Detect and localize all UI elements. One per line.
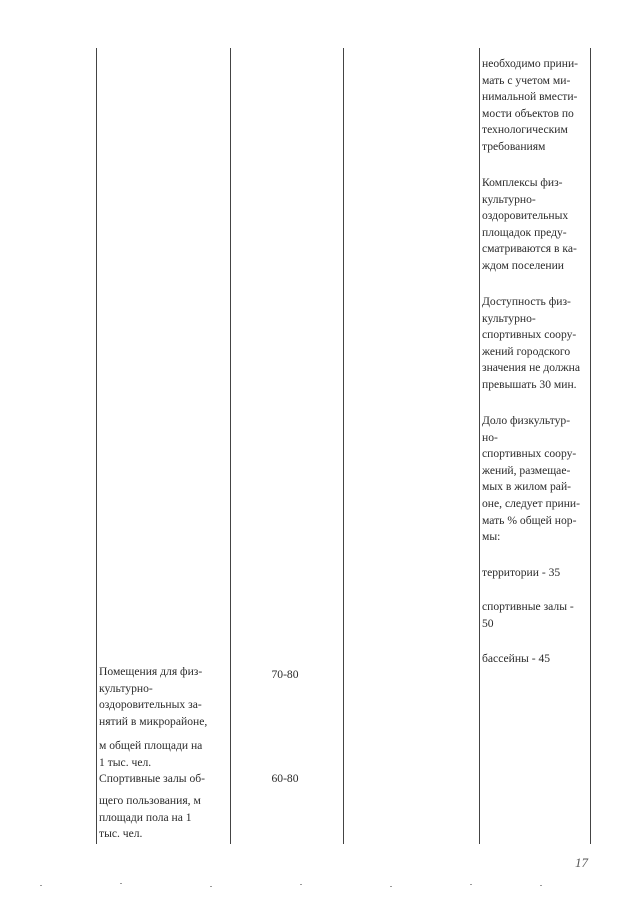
- page-number: 17: [575, 855, 588, 870]
- note-sports-grounds: Комплексы физ- культурно- оздоровительных площадок преду- сматриваются в ка- ждом поселении: [482, 176, 577, 272]
- note-share-of-norm: Доло физкультур- но- спортивных соору- жений, размещае- мых в жилом рай- оне, следует прини- мать % общей нор- мы:: [482, 414, 580, 544]
- scan-speck: [300, 884, 302, 885]
- scan-speck: [470, 884, 472, 885]
- row-fitness-rooms-name: Помещения для физ- культурно- оздоровительных за- нятий в микрорайоне,: [99, 665, 208, 728]
- scan-speck: [210, 886, 212, 887]
- table-column-border: [96, 48, 97, 844]
- row-fitness-rooms-value: 70-80: [271, 668, 299, 681]
- table-column-border: [230, 48, 231, 844]
- note-capacity: необходимо прини- мать с учетом ми- нимальной вмести- мости объектов по технологическим требованиям: [482, 57, 579, 153]
- row-sports-halls-value: 60-80: [271, 772, 299, 785]
- scan-speck: [390, 886, 392, 887]
- table-column-border: [479, 48, 480, 844]
- row-sports-halls-name: Спортивные залы об-: [99, 772, 206, 785]
- table-column-border: [590, 48, 591, 844]
- scan-speck: [120, 883, 122, 884]
- scan-speck: [540, 885, 542, 886]
- row-sports-halls-unit: щего пользования, м площади пола на 1 тыс. чел.: [99, 794, 201, 841]
- note-accessibility: Доступность физ- культурно- спортивных соору- жений городского значения не должна превышать 30 мин.: [482, 295, 581, 391]
- note-territory-share: территории - 35: [482, 566, 561, 579]
- scan-speck: [40, 885, 42, 886]
- note-sports-halls-share: спортивные залы - 50: [482, 600, 574, 630]
- note-pools-share: бассейны - 45: [482, 652, 551, 665]
- row-fitness-rooms-unit: м общей площади на 1 тыс. чел.: [99, 739, 203, 769]
- table-column-border: [343, 48, 344, 844]
